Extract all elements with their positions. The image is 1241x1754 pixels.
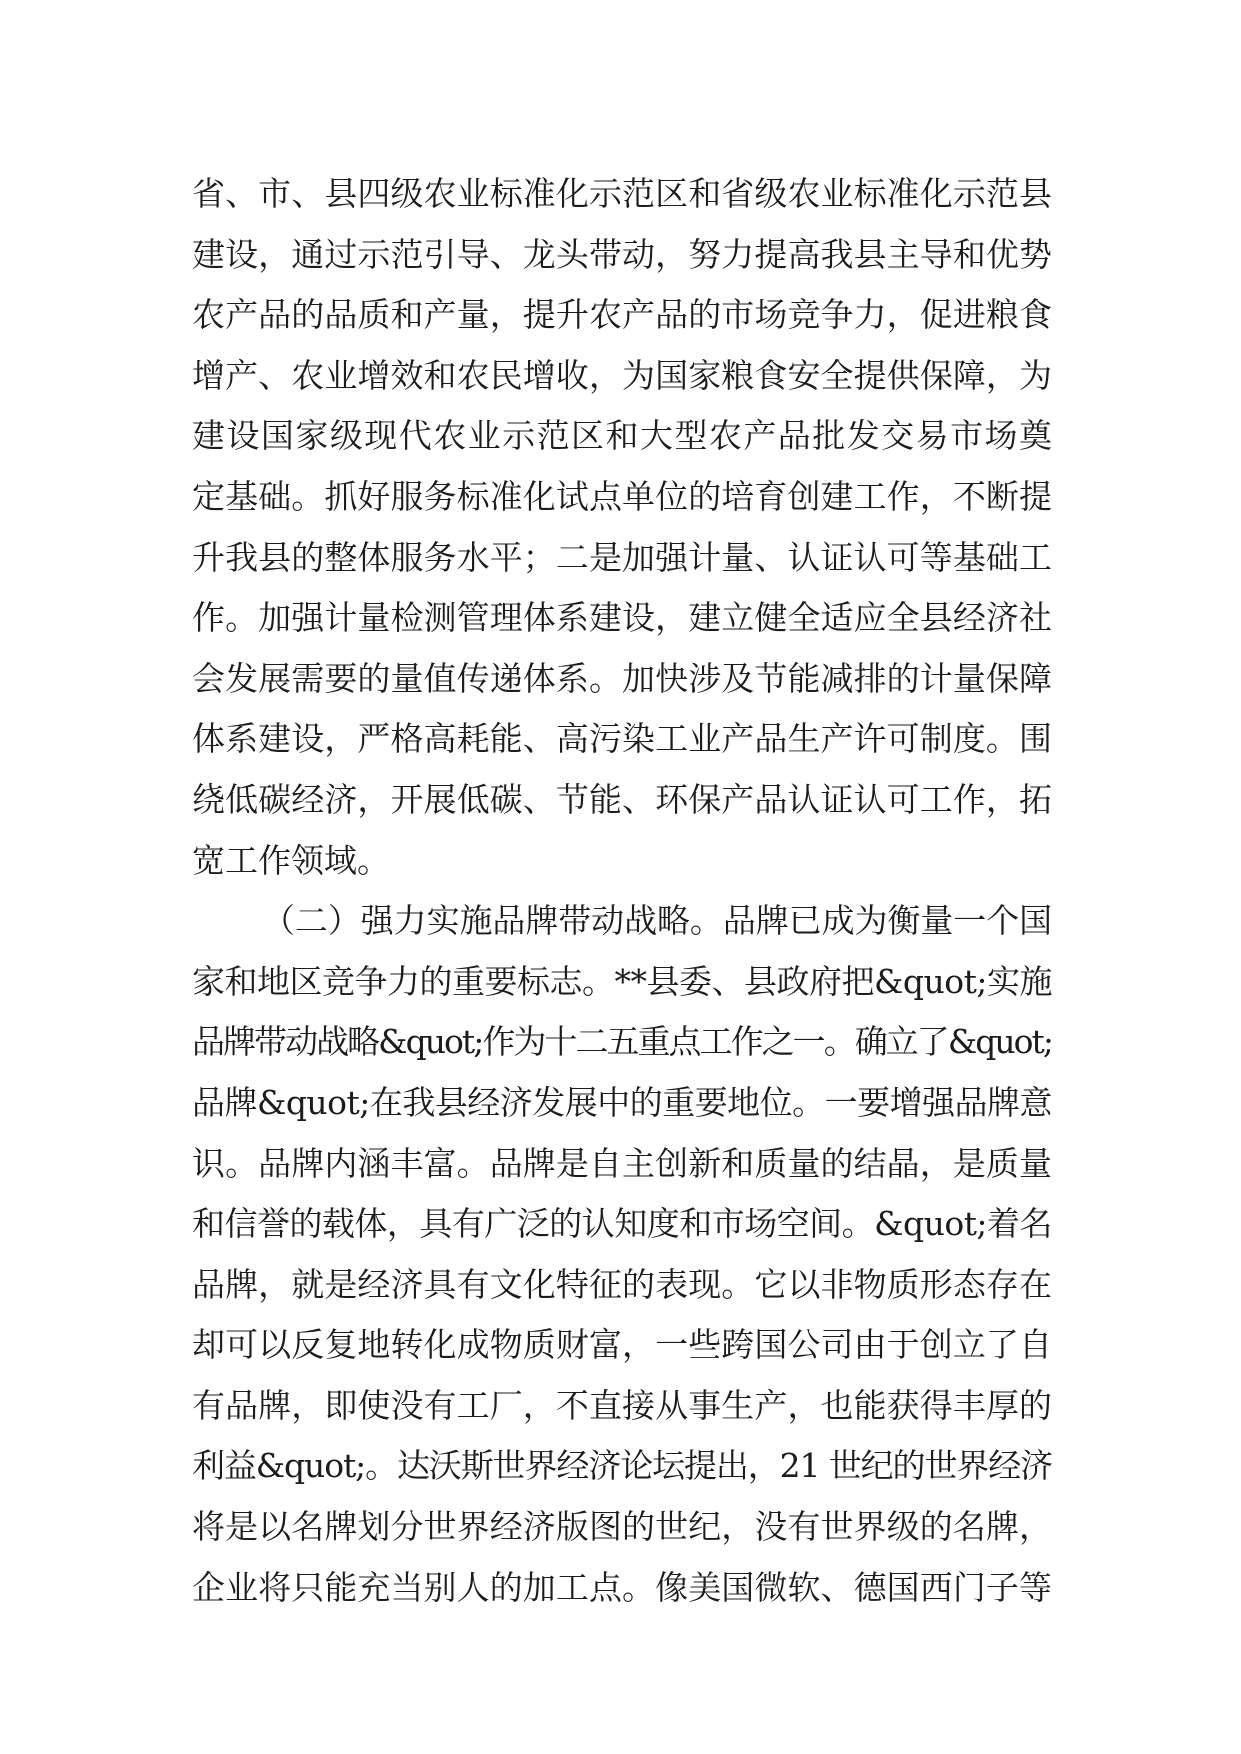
paragraph-line: 定基础。抓好服务标准化试点单位的培育创建工作，不断提 (192, 476, 1052, 516)
paragraph-line: 建设，通过示范引导、龙头带动，努力提高我县主导和优势 (192, 234, 1052, 274)
paragraph-line: 品牌，就是经济具有文化特征的表现。它以非物质形态存在 (192, 1264, 1052, 1304)
paragraph-line: 品牌&quot;在我县经济发展中的重要地位。一要增强品牌意 (192, 1082, 1052, 1122)
paragraph-line: 和信誉的载体，具有广泛的认知度和市场空间。&quot;着名 (192, 1204, 1052, 1244)
paragraph-line: 绕低碳经济，开展低碳、节能、环保产品认证认可工作，拓 (192, 779, 1052, 819)
paragraph-line: 利益&quot;。达沃斯世界经济论坛提出，21 世纪的世界经济 (192, 1446, 1052, 1486)
paragraph-line: 识。品牌内涵丰富。品牌是自主创新和质量的结晶，是质量 (192, 1143, 1052, 1183)
body-text (192, 164, 1052, 1618)
paragraph-line: 会发展需要的量值传递体系。加快涉及节能减排的计量保障 (192, 658, 1052, 698)
paragraph-line: 家和地区竞争力的重要标志。**县委、县政府把&quot;实施 (192, 961, 1052, 1001)
paragraph-line: 宽工作领域。 (192, 840, 390, 880)
paragraph-line: 农产品的品质和产量，提升农产品的市场竞争力，促进粮食 (192, 295, 1052, 335)
paragraph-line: 增产、农业增效和农民增收，为国家粮食安全提供保障，为 (192, 355, 1052, 395)
paragraph-line: 有品牌，即使没有工厂，不直接从事生产，也能获得丰厚的 (192, 1385, 1052, 1425)
paragraph-line: 企业将只能充当别人的加工点。像美国微软、德国西门子等 (192, 1567, 1052, 1607)
paragraph-line: 品牌带动战略&quot;作为十二五重点工作之一。确立了&quot; (192, 1022, 1052, 1062)
section-heading-line: （二）强力实施品牌带动战略。品牌已成为衡量一个国 (262, 901, 1053, 941)
paragraph-line: 建设国家级现代农业示范区和大型农产品批发交易市场奠 (192, 416, 1052, 456)
paragraph-line: 升我县的整体服务水平；二是加强计量、认证认可等基础工 (192, 537, 1052, 577)
paragraph-line: 作。加强计量检测管理体系建设，建立健全适应全县经济社 (192, 598, 1052, 638)
paragraph-line: 将是以名牌划分世界经济版图的世纪，没有世界级的名牌， (192, 1507, 1052, 1547)
paragraph-line: 却可以反复地转化成物质财富，一些跨国公司由于创立了自 (192, 1325, 1052, 1365)
paragraph-line: 省、市、县四级农业标准化示范区和省级农业标准化示范县 (192, 174, 1052, 213)
paragraph-line: 体系建设，严格高耗能、高污染工业产品生产许可制度。围 (192, 719, 1052, 759)
